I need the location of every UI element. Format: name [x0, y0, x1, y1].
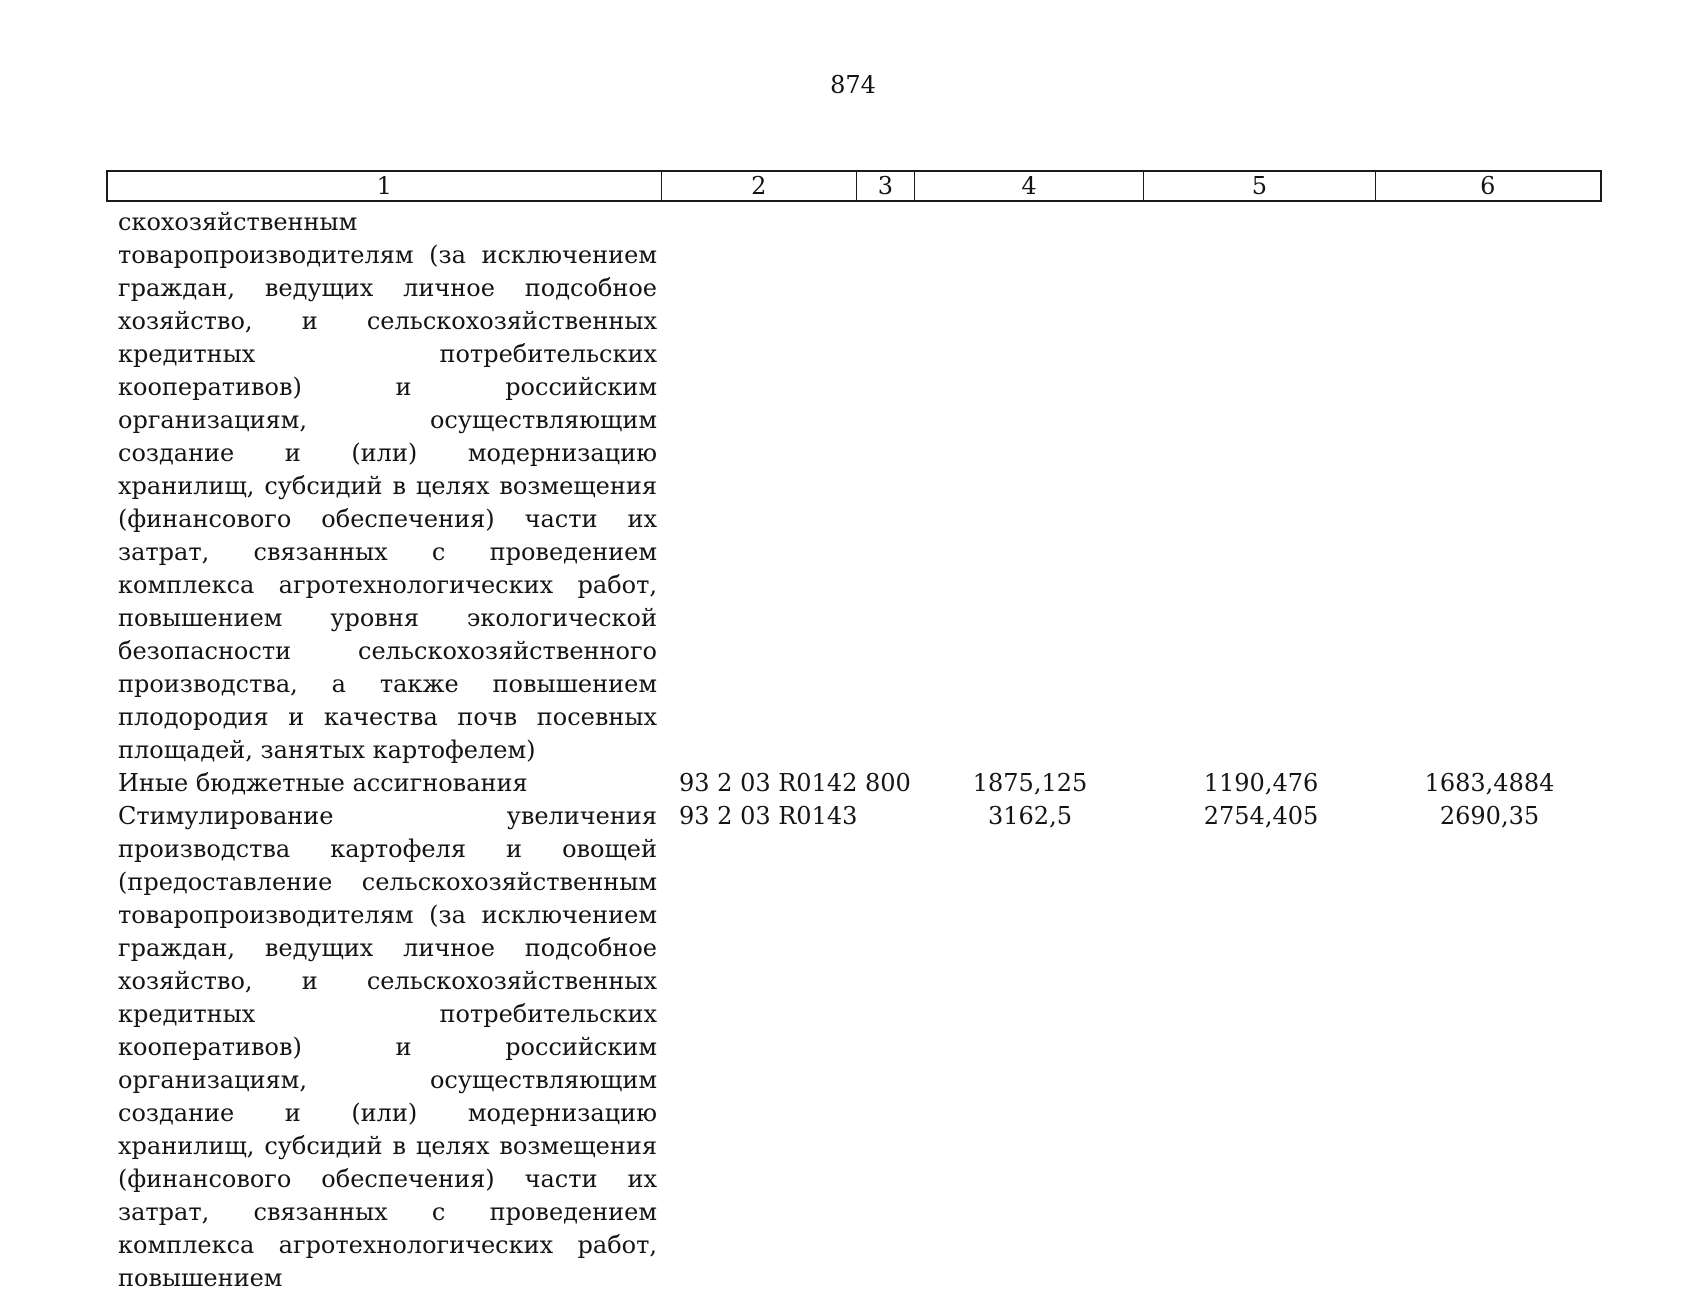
row-value-col4: 1875,125 — [972, 769, 1088, 797]
table-body — [106, 206, 1602, 1295]
table-row — [106, 206, 1602, 767]
column-header-3: 3 — [857, 172, 915, 200]
row-code: 93 2 03 R0143 — [679, 802, 858, 830]
column-header-2: 2 — [662, 172, 857, 200]
row-expense-type: 800 — [865, 769, 911, 797]
row-description: Иные бюджетные ассигнования — [118, 769, 528, 797]
row-description: Стимулирование увеличения производства картофеля и овощей (предоставление сельскохозяйственным товаропроизводителям (за исключением граждан, ведущих личное подсобное хозяйство, и сельскохозяйственных кредитных потребительских кооперативов) и российским организациям, осуществляющим создание и (или) модернизацию хранилищ, субсидий в целях возмещения (финансового обеспечения) части их затрат, связанных с проведением комплекса агротехнологических работ, повышением — [118, 802, 657, 1292]
column-header-1: 1 — [108, 172, 662, 200]
row-value-col5: 1190,476 — [1203, 769, 1319, 797]
row-value-col6: 1683,4884 — [1424, 769, 1555, 797]
column-header-6: 6 — [1480, 172, 1496, 200]
row-value-col4: 3162,5 — [988, 802, 1072, 830]
row-value-col6: 2690,35 — [1439, 802, 1540, 830]
column-header-5: 5 — [1144, 172, 1375, 200]
row-code: 93 2 03 R0142 — [679, 769, 858, 797]
row-description: скохозяйственным товаропроизводителям (за исключением граждан, ведущих личное подсобное хозяйство, и сельскохозяйственных кредитных потребительских кооперативов) и российским организациям, осуществляющим создание и (или) модернизацию хранилищ, субсидий в целях возмещения (финансового обеспечения) части их затрат, связанных с проведением комплекса агротехнологических работ, повышением уровня экологической безопасности сельскохозяйственного производства, а также повышением плодородия и качества почв посевных площадей, занятых картофелем) — [118, 208, 657, 764]
page-number: 874 — [830, 71, 876, 99]
table-header — [106, 170, 1602, 202]
table-row — [106, 800, 1602, 1295]
row-value-col5: 2754,405 — [1203, 802, 1319, 830]
table-row — [106, 767, 1602, 800]
column-header-4: 4 — [915, 172, 1144, 200]
